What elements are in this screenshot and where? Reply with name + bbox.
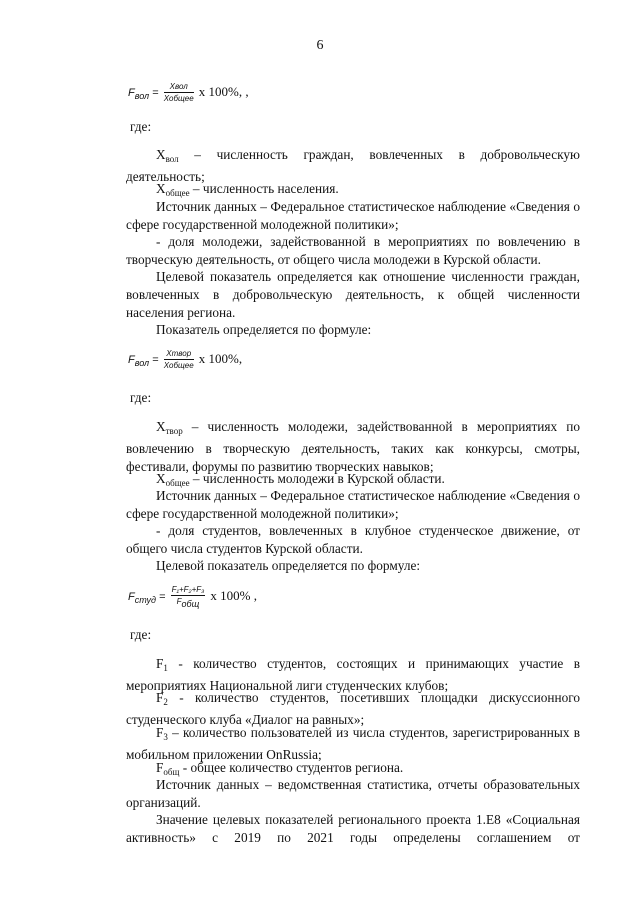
where-label-2: где: bbox=[130, 390, 152, 405]
indicator-youth-creative: - доля молодежи, задействованной в мероприятиях по вовлечению в творческую деятельность, от общего числа молодежи в Курской области. bbox=[126, 234, 580, 267]
where-label-3: где: bbox=[130, 627, 152, 642]
indicator-students-clubs: - доля студентов, вовлеченных в клубное студенческое движение, от общего числа студентов Курской области. bbox=[126, 523, 580, 556]
data-source-paragraph-2: Источник данных – Федеральное статистическое наблюдение «Сведения о сфере государственной молодежной политики»; bbox=[126, 488, 580, 521]
indicator-definition-paragraph: Целевой показатель определяется как отношение численности граждан, вовлеченных в добровольческую деятельность, к общей численности населения региона. bbox=[126, 269, 580, 320]
definition-f1: $F_1$ - количество студентов, состоящих и принимающих участие в мероприятиях Национальной лиги студенческих клубов; bbox=[126, 656, 580, 693]
definition-f2: $F_2$ - количество студентов, посетивших площадки дискуссионного студенческого клуба «Диалог на равных»; bbox=[126, 690, 580, 727]
definition-x-total: $X_{общее}$ – численность населения. bbox=[156, 181, 339, 198]
data-source-paragraph-1: Источник данных – Федеральное статистическое наблюдение «Сведения о сфере государственной молодежной политики»; bbox=[126, 199, 580, 232]
definition-x-vol: $X_{вол}$ – численность граждан, вовлеченных в добровольческую деятельность; bbox=[126, 147, 580, 184]
formula-f-vol: $F_{вол}$ = Xвол Xобщее x 100%, , bbox=[128, 82, 249, 103]
definition-f3: $F_3$ – количество пользователей из числа студентов, зарегистрированных в мобильном приложении OnRussia; bbox=[126, 725, 580, 762]
definition-f-total: $F_{общ}$ - общее количество студентов региона. bbox=[156, 760, 404, 777]
where-label-1: где: bbox=[130, 119, 152, 134]
formula-f-vol-creative: $F_{вол}$ = Xтвор Xобщее x 100%, bbox=[128, 349, 243, 370]
page-number: 6 bbox=[316, 38, 324, 53]
data-source-paragraph-3: Источник данных – ведомственная статистика, отчеты образовательных организаций. bbox=[126, 777, 580, 810]
formula-intro-2: Целевой показатель определяется по формуле: bbox=[156, 558, 421, 573]
target-values-paragraph: Значение целевых показателей регионального проекта 1.E8 «Социальная активность» с 2019 по 2021 годы определены соглашением от bbox=[126, 812, 580, 845]
formula-f-stud: $F_{студ}$ = F₁+F₂+F₃ Fобщ x 100% , bbox=[128, 585, 257, 609]
definition-x-youth-total: $X_{общее}$ – численность молодежи в Курской области. bbox=[156, 471, 445, 488]
formula-intro-1: Показатель определяется по формуле: bbox=[156, 322, 372, 337]
definition-x-creative: $X_{твор}$ – численность молодежи, задействованной в мероприятиях по вовлечению в творческую деятельность, таких как конкурсы, смотры, фестивали, форумы по развитию творческих навыков; bbox=[126, 419, 580, 474]
